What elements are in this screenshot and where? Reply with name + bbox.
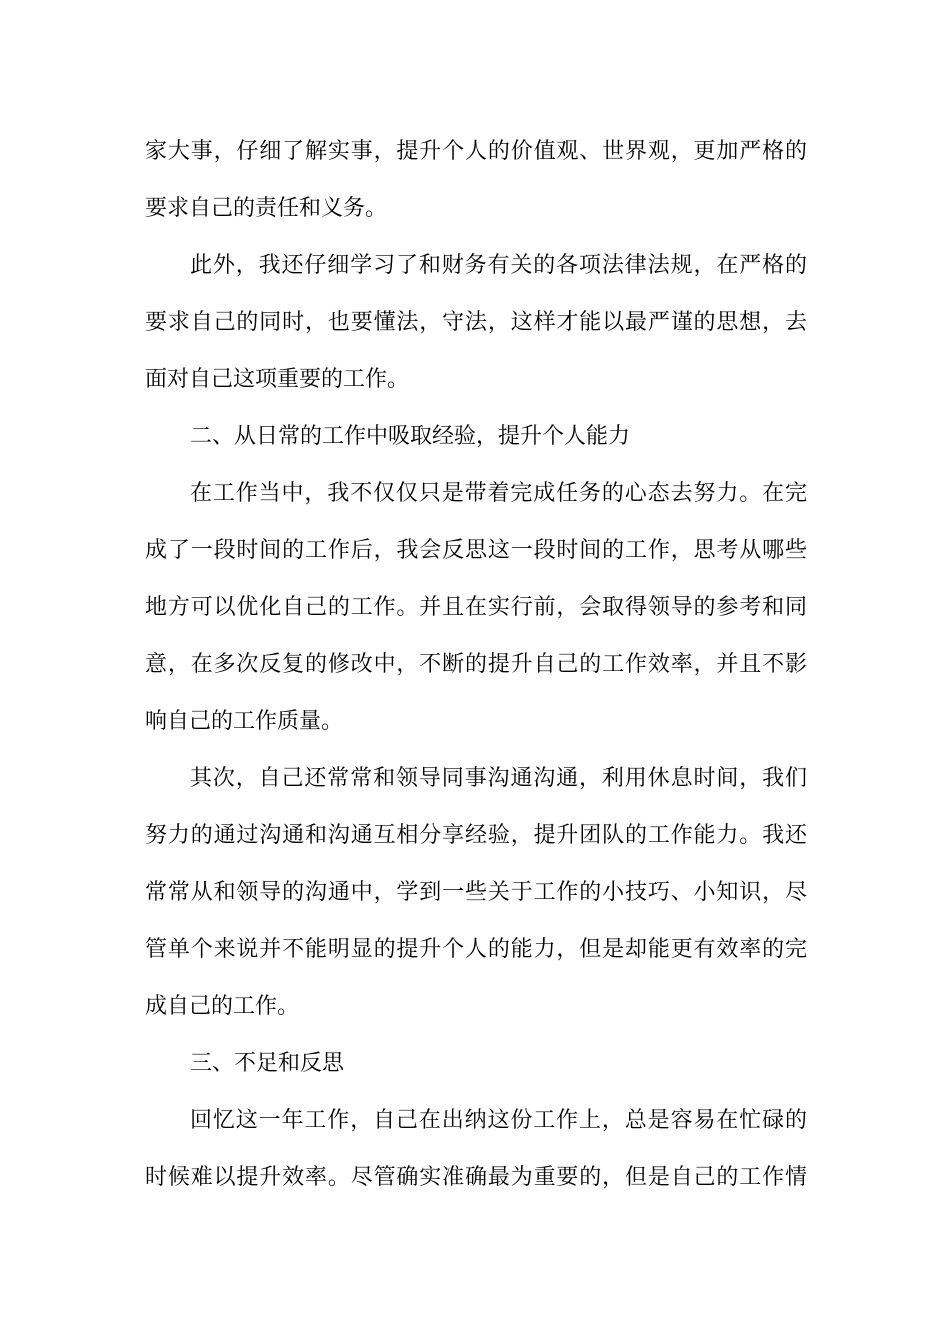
- text-line-3: 此外，我还仔细学习了和财务有关的各项法律法规，在严格的: [190, 253, 807, 278]
- text-line-9: 地方可以优化自己的工作。并且在实行前，会取得领导的参考和同: [145, 595, 807, 620]
- text-line-19: 时候难以提升效率。尽管确实准确最为重要的，但是自己的工作情: [145, 1165, 807, 1190]
- text-line-7: 在工作当中，我不仅仅只是带着完成任务的心态去努力。在完: [190, 481, 807, 506]
- text-line-15: 管单个来说并不能明显的提升个人的能力，但是却能更有效率的完: [145, 937, 807, 962]
- text-line-18: 回忆这一年工作，自己在出纳这份工作上，总是容易在忙碌的: [190, 1108, 807, 1133]
- text-line-2: 要求自己的责任和义务。: [145, 196, 388, 221]
- text-line-8: 成了一段时间的工作后，我会反思这一段时间的工作，思考从哪些: [145, 538, 807, 563]
- text-line-10: 意，在多次反复的修改中，不断的提升自己的工作效率，并且不影: [145, 652, 807, 677]
- text-line-14: 常常从和领导的沟通中，学到一些关于工作的小技巧、小知识，尽: [145, 880, 807, 905]
- section-heading-2: 二、从日常的工作中吸取经验，提升个人能力: [190, 424, 631, 449]
- text-line-4: 要求自己的同时，也要懂法，守法，这样才能以最严谨的思想，去: [145, 310, 807, 335]
- text-line-12: 其次，自己还常常和领导同事沟通沟通，利用休息时间，我们: [190, 766, 807, 791]
- text-line-11: 响自己的工作质量。: [145, 709, 344, 734]
- text-line-16: 成自己的工作。: [145, 994, 300, 1019]
- section-heading-3: 三、不足和反思: [190, 1051, 345, 1076]
- text-line-5: 面对自己这项重要的工作。: [145, 367, 410, 392]
- text-line-13: 努力的通过沟通和沟通互相分享经验，提升团队的工作能力。我还: [145, 823, 807, 848]
- text-line-1: 家大事，仔细了解实事，提升个人的价值观、世界观，更加严格的: [145, 139, 807, 164]
